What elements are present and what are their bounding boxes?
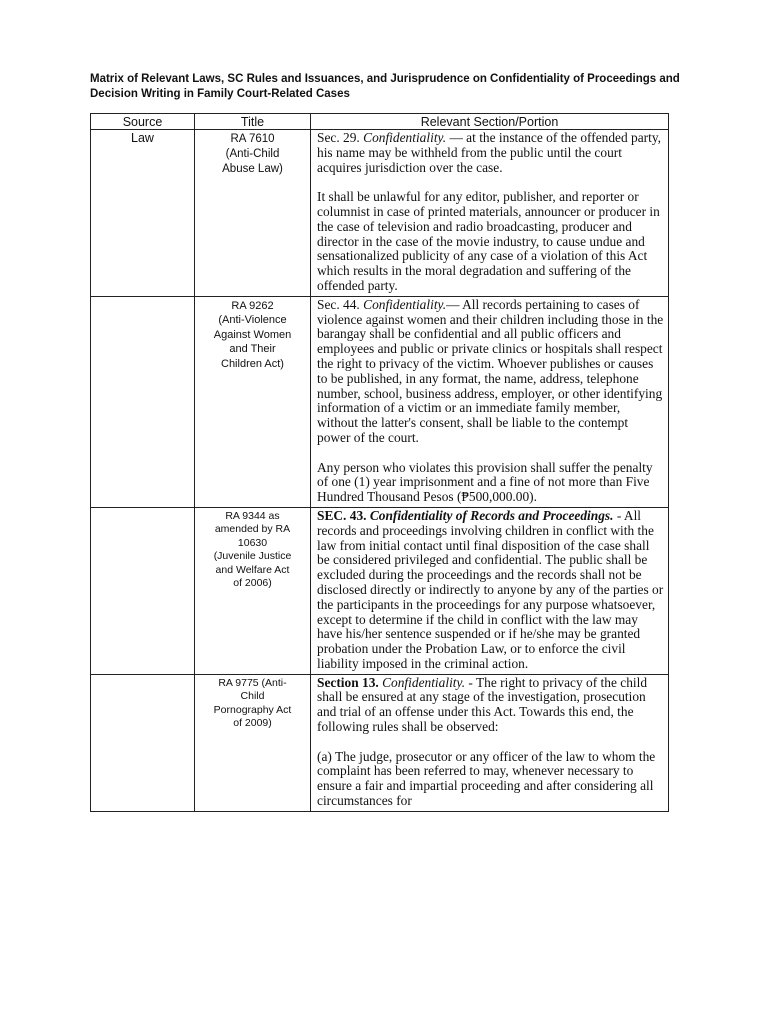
section-cell <box>311 130 669 297</box>
title-line: 10630 <box>237 536 268 549</box>
section-text: - The right to privacy of the child shall be ensured at any stage of the investigation, prosecution and trial of an offense under this Act. Towards this end, the following rules shall be observed: <box>317 674 648 735</box>
title-line: amended by RA <box>214 523 291 536</box>
source-cell <box>91 674 195 811</box>
section-cell <box>311 296 669 507</box>
table-row <box>91 130 669 297</box>
title-line: Pornography Act <box>213 703 292 716</box>
header-relevant-section: Relevant Section/Portion <box>311 114 669 130</box>
title-line: Child <box>240 690 265 703</box>
title-line: Against Women <box>213 328 292 341</box>
title-line: of 2009) <box>233 717 272 730</box>
section-text: — All records pertaining to cases of violence against women and their children including those in the barangay shall be confidential and all public officers and employees and public or private clinics or hospitals shall respect the right to privacy of the victim. Whoever publishes or causes to be published, in any format, the name, address, telephone number, school, business address, employer, or other identifying information of a victim or an immediate family member, without the latter's consent, shall be liable to the contempt power of the court. <box>317 296 664 445</box>
title-line: RA 7610 <box>230 133 275 145</box>
section-paragraph: (a) The judge, prosecutor or any officer of the law to whom the complaint has been referred to may, whenever necessary to ensure a fair and impartial proceeding and after considering all circumstances for <box>317 748 656 809</box>
table-row <box>91 507 669 674</box>
table-row <box>91 296 669 507</box>
source-cell <box>91 507 195 674</box>
header-title: Title <box>195 114 311 130</box>
table-header-row <box>91 114 669 130</box>
header-source: Source <box>91 114 195 130</box>
title-line: and Welfare Act <box>215 563 290 576</box>
section-cell <box>311 674 669 811</box>
table-row <box>91 674 669 811</box>
section-heading-title: Confidentiality of Records and Proceedings. <box>369 507 614 523</box>
title-cell <box>195 296 311 507</box>
title-line: of 2006) <box>233 577 272 590</box>
title-cell <box>195 130 311 297</box>
source-cell: Law <box>91 130 195 297</box>
document-title: Matrix of Relevant Laws, SC Rules and Issuances, and Jurisprudence on Confidentiality of Proceedings and Decision Writing in Family Court-Related Cases <box>90 73 680 100</box>
title-line: Abuse Law) <box>222 163 283 175</box>
title-cell <box>195 674 311 811</box>
section-paragraph <box>317 131 664 175</box>
title-line: RA 9344 as <box>225 509 280 522</box>
title-line: RA 9775 (Anti- <box>218 676 287 689</box>
title-line: and Their <box>229 343 276 356</box>
section-paragraph <box>317 509 664 672</box>
section-number: SEC. 43. <box>317 507 367 523</box>
section-paragraph: It shall be unlawful for any editor, publisher, and reporter or columnist in case of printed materials, announcer or producer in the case of television and radio broadcasting, producer and director in the case of the movie industry, to cause undue and sensationalized publicity of any case of a violation of this Act which results in the moral degradation and suffering of the offended party. <box>317 189 660 293</box>
section-heading-title: Confidentiality. <box>382 674 466 690</box>
title-line: (Juvenile Justice <box>213 550 292 563</box>
section-number: Section 13. <box>317 674 379 690</box>
section-cell <box>311 507 669 674</box>
source-cell <box>91 296 195 507</box>
laws-matrix-table <box>90 113 669 812</box>
section-number: Sec. 44. <box>317 296 360 312</box>
title-line: Children Act) <box>221 357 284 370</box>
title-line: (Anti-Violence <box>218 314 287 327</box>
section-heading-title: Confidentiality. <box>363 296 447 312</box>
title-cell <box>195 507 311 674</box>
title-line: RA 9262 <box>231 299 274 312</box>
section-number: Sec. 29. <box>317 130 360 145</box>
title-line: (Anti-Child <box>225 148 280 160</box>
section-heading-title: Confidentiality. <box>363 130 447 145</box>
section-paragraph <box>317 298 664 446</box>
section-text: - All records and proceedings involving children in conflict with the law from initial contact until final disposition of the case shall be considered privileged and confidential. The public shall be excluded during the proceedings and the records shall not be disclosed directly or indirectly to anyone by any of the parties or the participants in the proceedings for any purpose whatsoever, except to determine if the child in conflict with the law may have his/her sentence suspended or if he/she may be granted probation under the Probation Law, or to enforce the civil liability imposed in the criminal action. <box>317 507 664 671</box>
section-text: — at the instance of the offended party, his name may be withheld from the public until the court acquires jurisdiction over the case. <box>317 130 662 175</box>
section-paragraph: Any person who violates this provision shall suffer the penalty of one (1) year imprisonment and a fine of not more than Five Hundred Thousand Pesos (₱500,000.00). <box>317 459 653 505</box>
section-paragraph <box>317 676 664 735</box>
